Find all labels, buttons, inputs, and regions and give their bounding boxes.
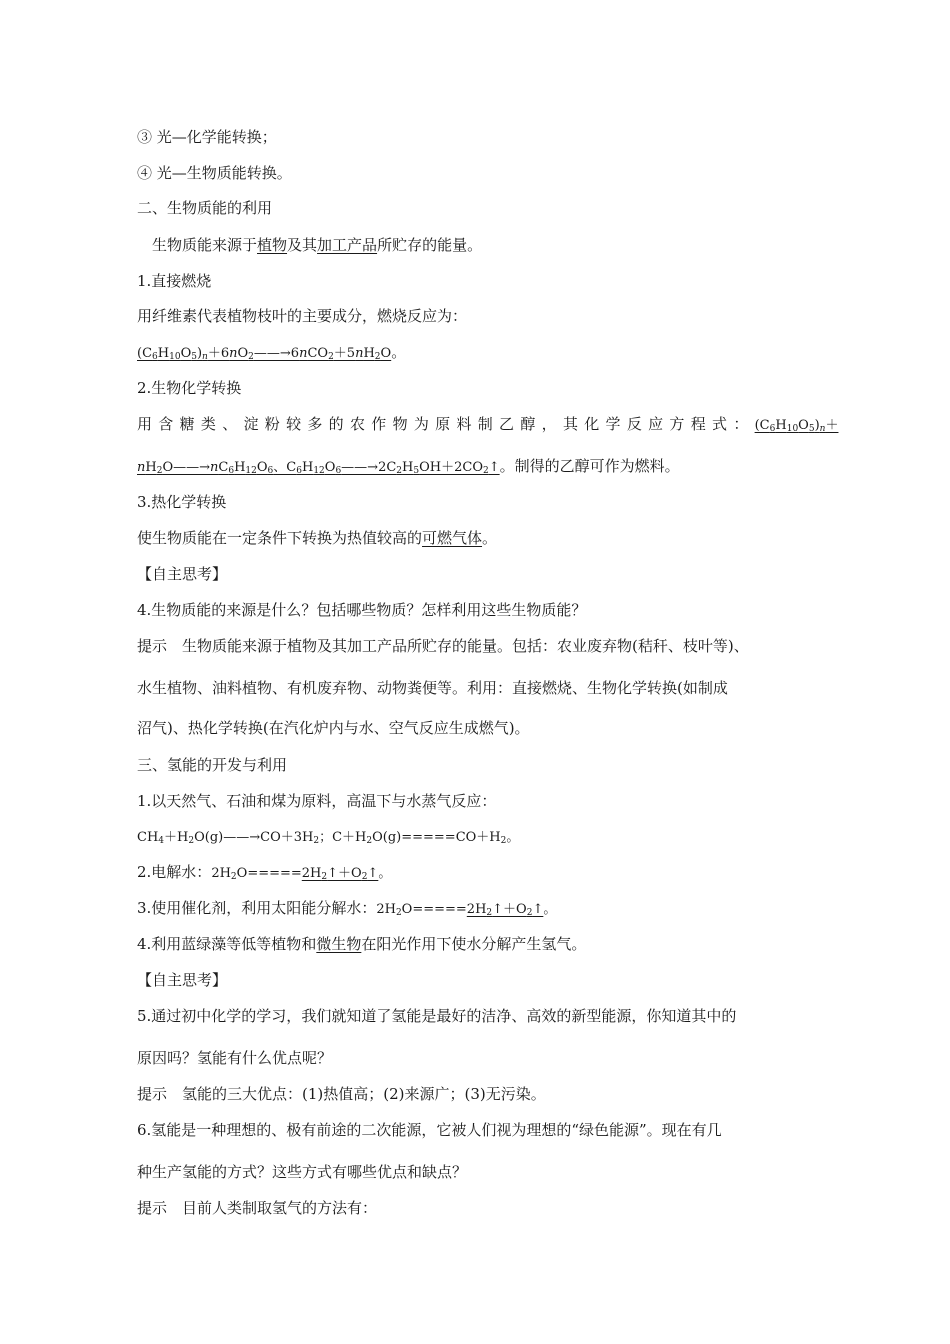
hint-line: 沼气)、热化学转换(在汽化炉内与水、空气反应生成燃气)。: [137, 719, 530, 737]
subheading: 1.直接燃烧: [137, 272, 212, 290]
question: 原因吗？氢能有什么优点呢？: [137, 1049, 333, 1067]
text-char: 类: [200, 415, 216, 433]
section-heading: 三、氢能的开发与利用: [137, 756, 288, 774]
text-char: 应: [648, 415, 664, 433]
text-char: 其: [562, 415, 578, 433]
text-line: 使生物质能在一定条件下转换为热值较高的可燃气体。: [137, 529, 498, 547]
text-char: 、: [222, 415, 238, 433]
text-line: 用纤维素代表植物枝叶的主要成分，燃烧反应为：: [137, 307, 468, 325]
text-char: 粉: [264, 415, 280, 433]
subheading: 2.生物化学转换: [137, 379, 242, 397]
text-char: 乙: [499, 415, 515, 433]
hint-line: 水生植物、油料植物、有机废弃物、动物粪便等。利用：直接燃烧、生物化学转换(如制成: [137, 679, 728, 697]
text-line: ④ 光—生物质能转换。: [137, 164, 292, 182]
text-char: 含: [158, 415, 174, 433]
text-line: 2.电解水：$2H_2O=====2H_2↑+O_2↑$。: [137, 863, 392, 882]
text-line: 4.利用蓝绿藻等低等植物和微生物在阳光作用下使水分解产生氢气。: [137, 935, 587, 953]
hint-line: 提示 目前人类制取氢气的方法有：: [137, 1199, 378, 1217]
text-char: 较: [286, 415, 302, 433]
subheading: 3.热化学转换: [137, 493, 227, 511]
text-char: 学: [605, 415, 621, 433]
section-tag: 【自主思考】: [137, 565, 228, 583]
steam-reforming-equation: $CH_4+H_2O(g)——\to CO+3H_2$；$C+H_2O(g)=====CO+H_2$。: [137, 830, 520, 846]
text-char: 醇: [520, 415, 536, 433]
combustion-equation: $(C_6H_{10}O_5)_n+6nO_2——\to 6nCO_2+5nH_2O$。: [137, 343, 407, 362]
text-char: 淀: [243, 415, 259, 433]
question: 4.生物质能的来源是什么？包括哪些物质？怎样利用这些生物质能？: [137, 601, 587, 619]
text-char: ，: [541, 415, 557, 433]
text-char: ：: [733, 415, 749, 433]
text-line: 3.使用催化剂，利用太阳能分解水：$2H_2O=====2H_2↑+O_2↑$。: [137, 899, 557, 918]
question: 6.氢能是一种理想的、极有前途的二次能源，它被人们视为理想的“绿色能源”。现在有几: [137, 1121, 722, 1139]
text-char: 农: [349, 415, 365, 433]
section-heading: 二、生物质能的利用: [137, 199, 273, 217]
question: 种生产氢能的方式？这些方式有哪些优点和缺点？: [137, 1163, 468, 1181]
hint-line: 提示 生物质能来源于植物及其加工产品所贮存的能量。包括：农业废弃物(秸秆、枝叶等)、: [137, 637, 749, 655]
text-char: 物: [392, 415, 408, 433]
text-char: 糖: [179, 415, 195, 433]
question: 5.通过初中化学的学习，我们就知道了氢能是最好的洁净、高效的新型能源，你知道其中的: [137, 1007, 737, 1025]
text-char: 程: [690, 415, 706, 433]
text-line: 1.以天然气、石油和煤为原料，高温下与水蒸气反应：: [137, 792, 497, 810]
hint-line: 提示 氢能的三大优点：(1)热值高；(2)来源广；(3)无污染。: [137, 1085, 546, 1103]
text-char: 原: [435, 415, 451, 433]
text-char: 为: [413, 415, 429, 433]
text-char: 制: [477, 415, 493, 433]
section-tag: 【自主思考】: [137, 971, 228, 989]
text-char: 式: [712, 415, 728, 433]
text-char: 的: [328, 415, 344, 433]
fermentation-equation: $nH_2O——\to nC_6H_{12}O_6$、$C_6H_{12}O_6——\to 2C_2H_5OH+2CO_2↑$。制得的乙醇可作为燃料。: [137, 457, 680, 476]
text-char: 料: [456, 415, 472, 433]
text-char: 用: [137, 415, 153, 433]
paragraph: 生物质能来源于植物及其加工产品所贮存的能量。: [152, 236, 483, 254]
justified-line: 用 含 糖 类 、 淀 粉 较 多 的 农 作 物 为 原 料 制 乙 醇 ， 其 化 学 反 应 方 程 式 ： $(C_6H_{10}O_5)_n+$: [137, 414, 815, 439]
text-line: ③ 光—化学能转换；: [137, 128, 277, 146]
text-char: 方: [669, 415, 685, 433]
text-char: 反: [626, 415, 642, 433]
text-char: 化: [584, 415, 600, 433]
text-char: 作: [371, 415, 387, 433]
text-char: 多: [307, 415, 323, 433]
